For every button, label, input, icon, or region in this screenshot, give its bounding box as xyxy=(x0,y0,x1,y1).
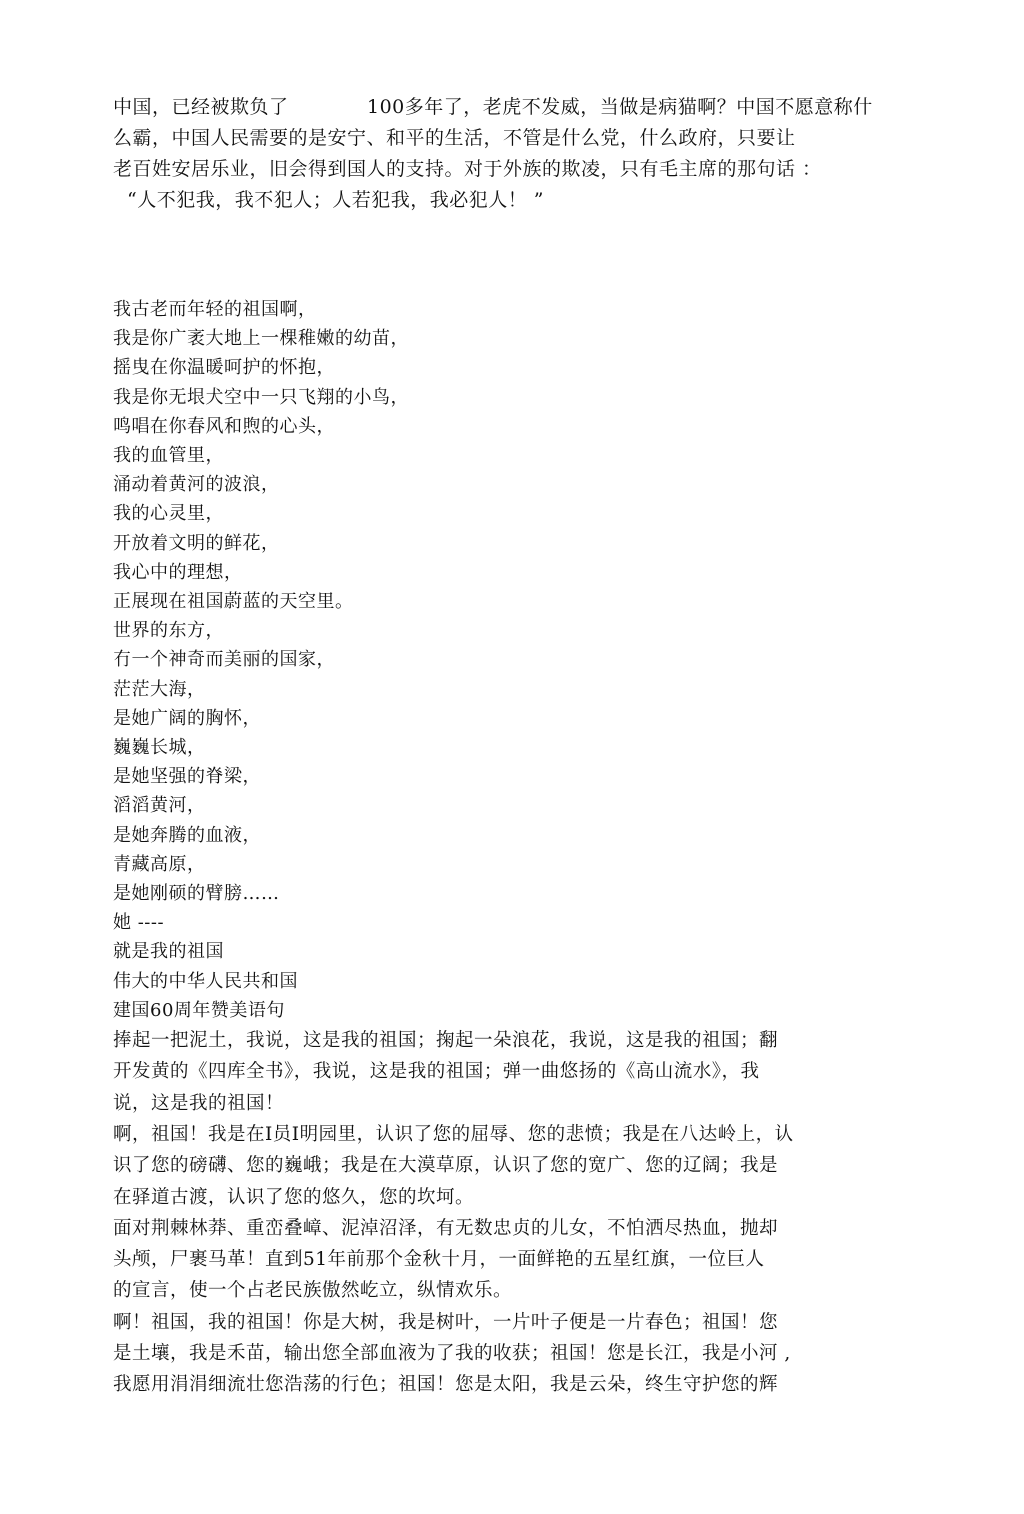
poem-line: 滔滔黄河， xyxy=(113,795,206,817)
poem-line: 我是你广袤大地上一棵稚嫩的幼苗， xyxy=(113,328,409,350)
poem-line: 是她广阔的胸怀， xyxy=(113,707,261,729)
intro-paragraph xyxy=(113,92,913,216)
prose-line: 开发黄的《四库全书》，我说，这是我的祖国；弹一曲悠扬的《高山流水》，我 xyxy=(113,1061,760,1083)
prose-line: 啊！祖国，我的祖国！你是大树，我是树叶，一片叶子便是一片春色；祖国！您 xyxy=(113,1311,779,1333)
poem-line: 我是你无垠犬空中一只飞翔的小鸟， xyxy=(113,386,409,408)
intro-line: 么霸，中国人民需要的是安宁、和平的生活，不管是什么党，什么政府，只要让 xyxy=(113,127,796,149)
section-heading: 建国60周年赞美语句 xyxy=(113,999,285,1021)
prose-line: 面对荆棘林莽、重峦叠嶂、泥淖沼泽，有无数忠贞的儿女，不怕洒尽热血，抛却 xyxy=(113,1217,779,1239)
poem-line: 正展现在祖国蔚蓝的天空里。 xyxy=(113,591,354,613)
poem-line: 就是我的祖国 xyxy=(113,941,224,963)
poem-line: 鸣唱在你春风和煦的心头， xyxy=(113,415,335,437)
poem-line: 我的血管里， xyxy=(113,445,224,467)
prose-line: 识了您的磅礴、您的巍峨；我是在大漠草原，认识了您的宽广、您的辽阔；我是 xyxy=(113,1155,779,1177)
prose-line: 我愿用涓涓细流壮您浩荡的行色；祖国！您是太阳，我是云朵，终生守护您的辉 xyxy=(113,1374,779,1396)
poem-line: 我的心灵里， xyxy=(113,503,224,525)
prose-section xyxy=(113,1025,913,1401)
poem-line: 茫茫大海， xyxy=(113,678,206,700)
poem-line: 伟大的中华人民共和国 xyxy=(113,970,298,992)
prose-line: 啊，祖国！我是在I员I明园里，认识了您的屈辱、您的悲愤；我是在八达岭上，认 xyxy=(113,1123,794,1145)
intro-line: 老百姓安居乐业，旧会得到国人的支持。对于外族的欺凌，只有毛主席的那句话 ： xyxy=(113,158,822,180)
intro-quote-line: “人不犯我，我不犯人；人若犯我，我必犯人！ ” xyxy=(127,189,544,211)
paragraph-spacer xyxy=(113,216,913,295)
prose-line: 捧起一把泥土，我说，这是我的祖国；掬起一朵浪花，我说，这是我的祖国；翻 xyxy=(113,1030,779,1052)
intro-line: 中国，已经被欺负了 100多年了，老虎不发威，当做是病猫啊？中国不愿意称什 xyxy=(113,96,873,118)
poem-line: 摇曳在你温暖呵护的怀抱， xyxy=(113,357,335,379)
prose-line: 说，这是我的祖国！ xyxy=(113,1092,285,1114)
poem-line: 我古老而年轻的祖国啊， xyxy=(113,299,317,320)
document-page xyxy=(113,92,913,1401)
poem-line: 我心中的理想， xyxy=(113,561,243,583)
prose-line: 的宣言，使一个占老民族傲然屹立，纵情欢乐。 xyxy=(113,1280,513,1302)
prose-line: 在驿道古渡，认识了您的悠久，您的坎坷。 xyxy=(113,1186,475,1208)
prose-line: 是土壤，我是禾苗，输出您全部血液为了我的收获；祖国！您是长江，我是小河 , xyxy=(113,1343,791,1365)
poem-line: 是她刚硕的臂膀…… xyxy=(113,883,280,905)
poem-line: 青藏高原， xyxy=(113,853,206,875)
poem-line: 开放着文明的鲜花， xyxy=(113,532,280,554)
poem-line: 巍巍长城， xyxy=(113,737,206,759)
poem-line: 世界的东方， xyxy=(113,620,224,642)
poem-line: 涌动着黄河的波浪， xyxy=(113,474,280,496)
prose-line: 头颅，尸裹马革！直到51年前那个金秋十月，一面鲜艳的五星红旗，一位巨人 xyxy=(113,1249,765,1271)
poem-section xyxy=(113,295,913,1025)
poem-line: 是她奔腾的血液， xyxy=(113,824,261,846)
poem-line: 她 ---- xyxy=(113,912,165,934)
poem-line: 冇一个神奇而美丽的国家， xyxy=(113,649,335,671)
poem-line: 是她坚强的脊梁， xyxy=(113,766,261,788)
